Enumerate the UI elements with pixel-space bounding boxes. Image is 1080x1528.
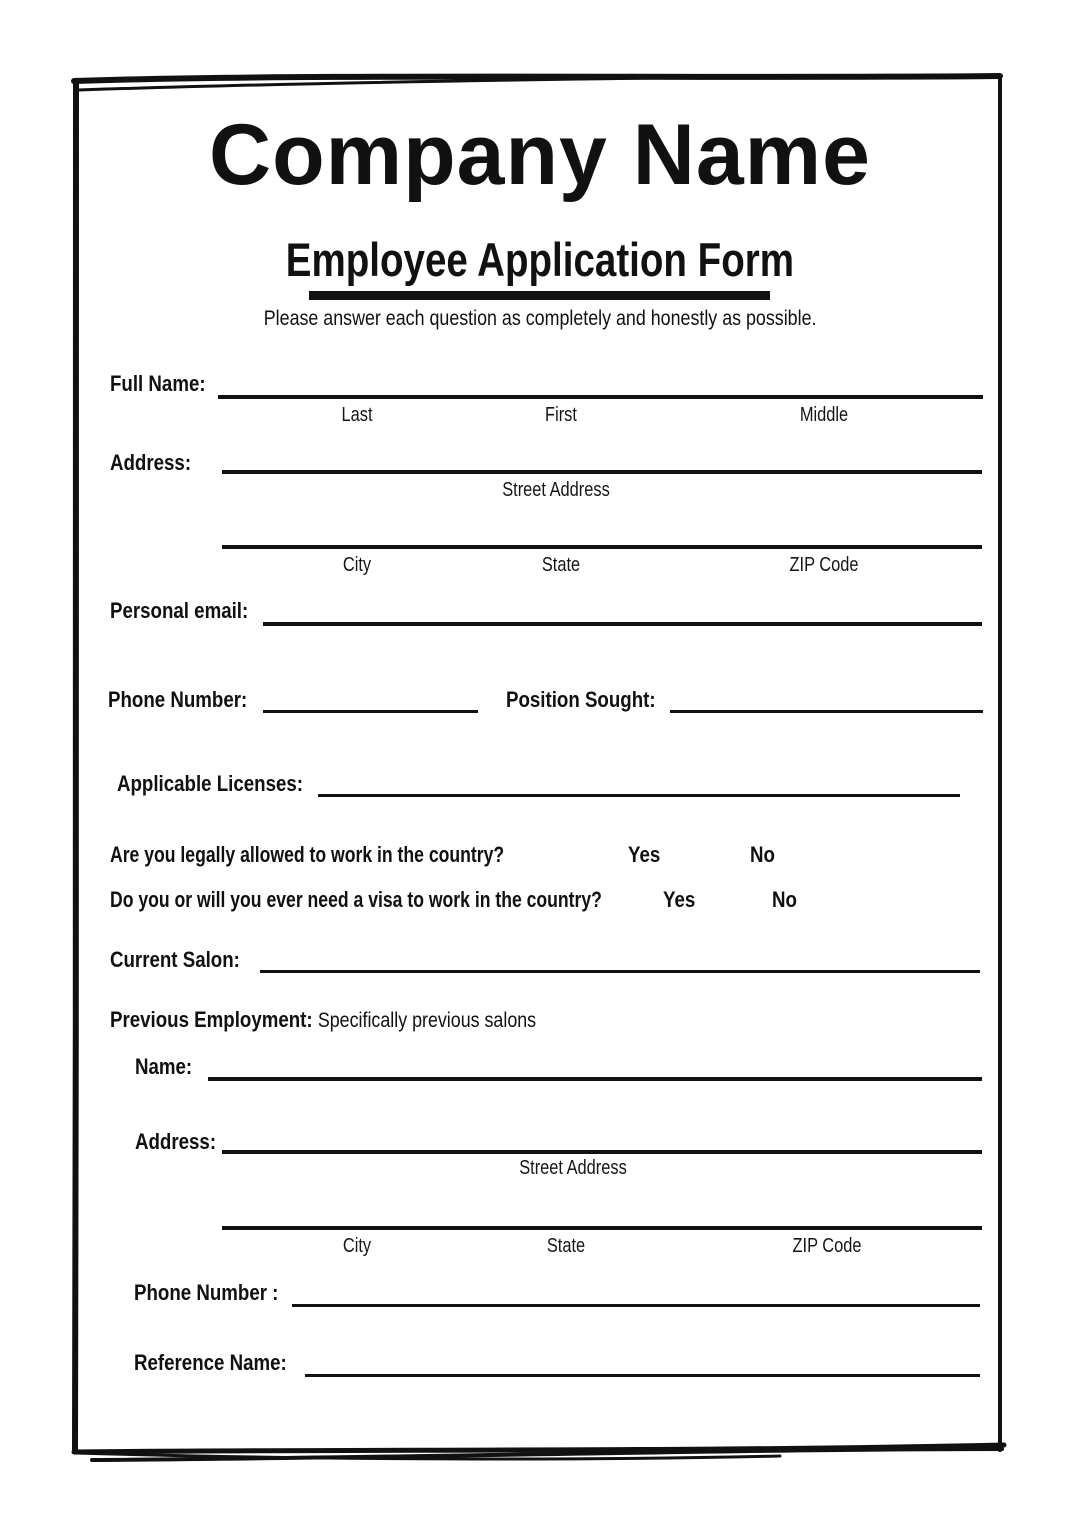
form-instructions-text: Please answer each question as completely and honestly as possible. [263,307,817,330]
prev-street-address-sublabel: Street Address [519,1157,627,1179]
name-sublabel-middle: Middle [799,404,849,426]
prev-city-sublabel: City [342,1235,372,1257]
company-name-title: Company Name [209,107,871,203]
legal-work-question: Are you legally allowed to work in the country? [110,842,505,867]
phone-number-label: Phone Number: [108,687,248,712]
prev-name-label: Name: [135,1054,193,1079]
prev-zip-code-sublabel: ZIP Code [792,1235,862,1257]
legal-work-no-option[interactable]: No [750,842,775,867]
address-city-state-zip-input-line[interactable] [222,545,982,549]
current-salon-input-line[interactable] [260,970,980,973]
applicable-licenses-label: Applicable Licenses: [117,771,304,796]
current-salon-label: Current Salon: [110,947,240,972]
name-sublabel-last: Last [341,404,373,426]
full-name-input-line[interactable] [218,395,983,399]
previous-employment-note: Specifically previous salons [317,1009,537,1032]
name-sublabel-first: First [545,404,577,426]
street-address-sublabel: Street Address [502,479,610,501]
form-title-text: Employee Application Form [285,233,795,286]
prev-address-street-input-line[interactable] [222,1150,982,1154]
previous-employment-label: Previous Employment: [110,1007,313,1032]
form-instructions [0,307,1080,331]
position-sought-input-line[interactable] [670,710,983,713]
full-name-label: Full Name: [110,371,206,396]
applicable-licenses-input-line[interactable] [318,794,960,797]
city-sublabel: City [342,554,372,576]
prev-state-sublabel: State [546,1235,586,1257]
legal-work-yes-option[interactable]: Yes [628,842,661,867]
visa-question: Do you or will you ever need a visa to work in the country? [110,887,602,912]
previous-employment-header [110,1007,536,1033]
reference-name-input-line[interactable] [305,1374,980,1377]
form-title-underline [309,291,770,300]
personal-email-label: Personal email: [110,598,249,623]
prev-phone-number-input-line[interactable] [292,1304,980,1307]
address-street-input-line[interactable] [222,470,982,474]
prev-name-input-line[interactable] [208,1077,982,1081]
form-title [0,232,1080,287]
phone-number-input-line[interactable] [263,710,478,713]
state-sublabel: State [541,554,581,576]
visa-yes-option[interactable]: Yes [663,887,696,912]
prev-address-label: Address: [135,1129,217,1154]
address-label: Address: [110,450,192,475]
prev-phone-number-label: Phone Number : [134,1280,279,1305]
personal-email-input-line[interactable] [263,622,982,626]
reference-name-label: Reference Name: [134,1350,287,1375]
prev-address-city-state-zip-input-line[interactable] [222,1226,982,1230]
zip-code-sublabel: ZIP Code [789,554,859,576]
position-sought-label: Position Sought: [506,687,656,712]
visa-no-option[interactable]: No [772,887,797,912]
